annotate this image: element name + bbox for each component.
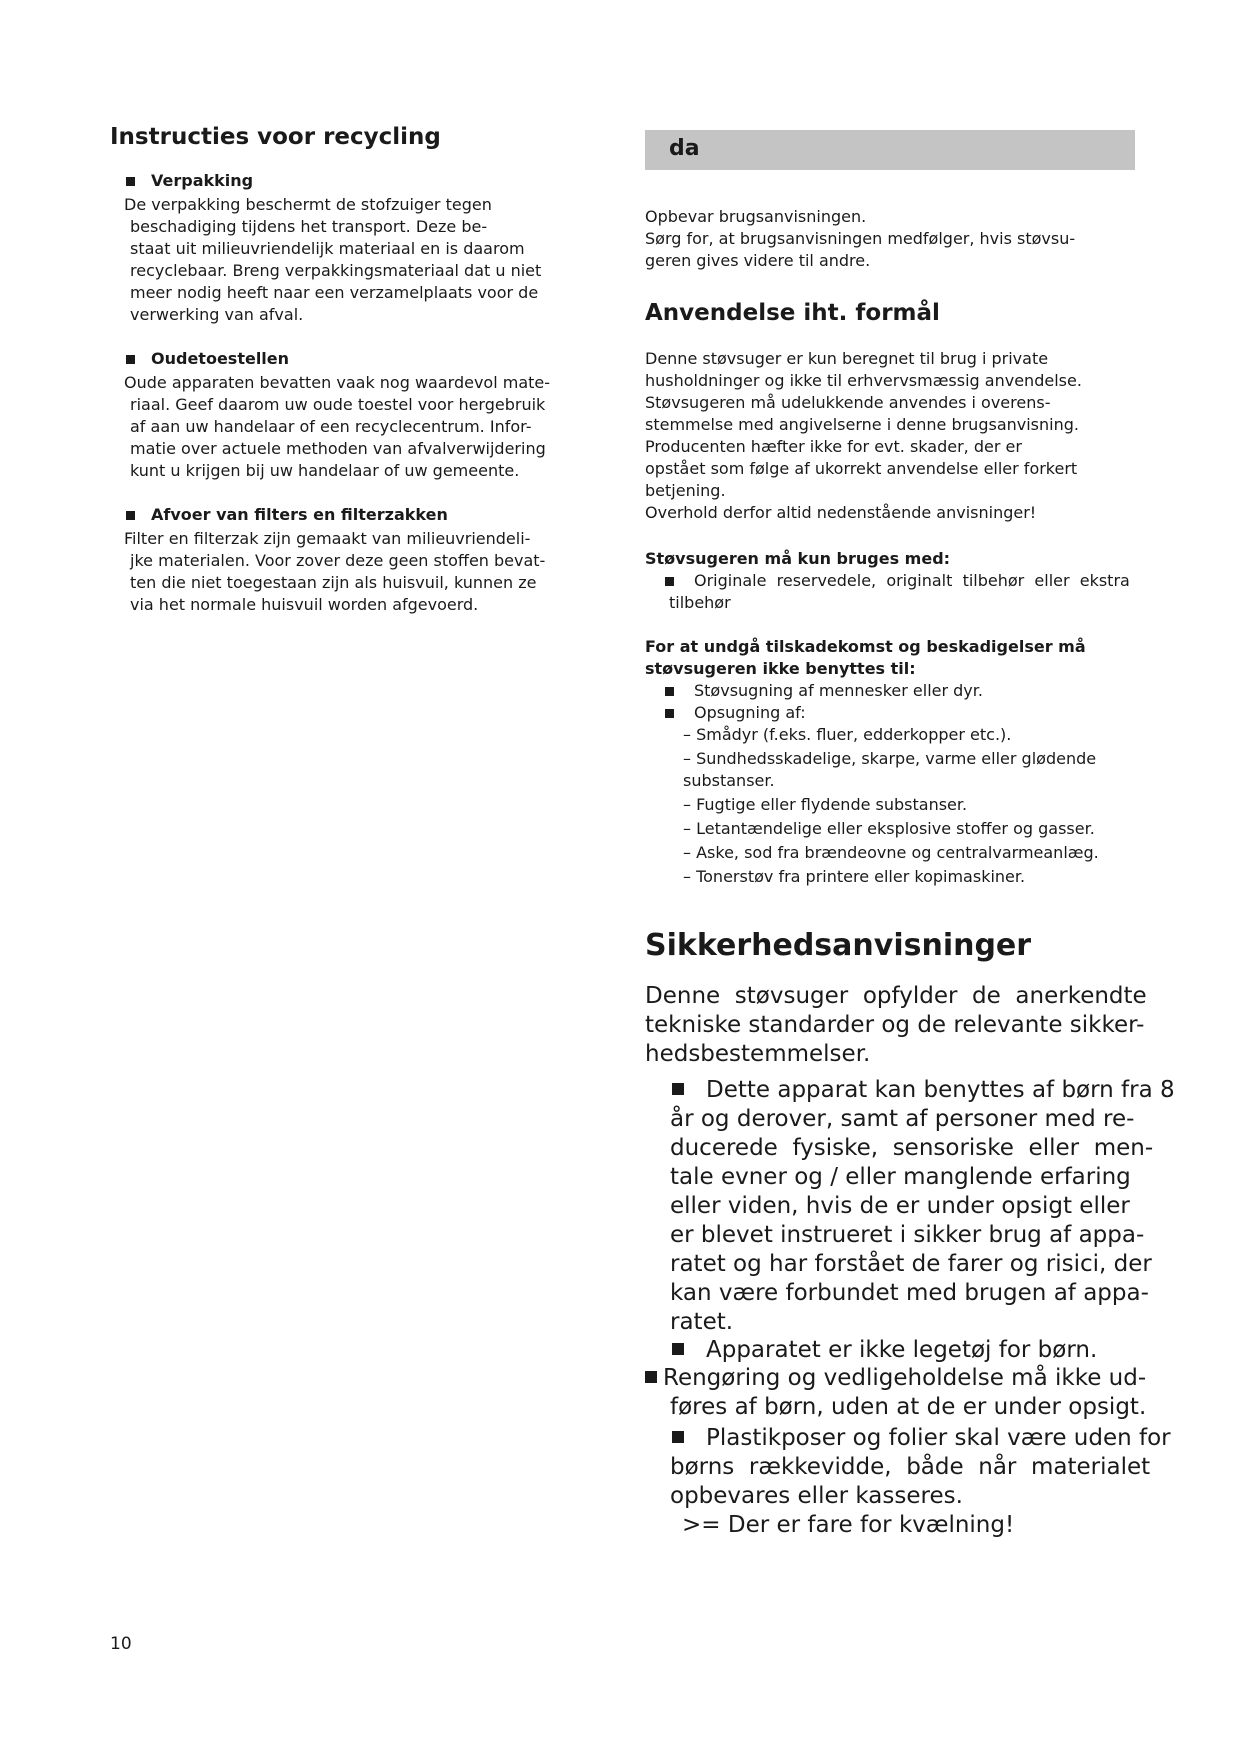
bullet-square-icon — [672, 1083, 684, 1095]
paragraph-line: betjening. — [645, 481, 726, 500]
list-item-line: ratet. — [670, 1309, 734, 1335]
dash-item: – Fugtige eller flydende substanser. — [683, 795, 968, 814]
list-item-line: ducerede fysiske, sensoriske eller men- — [670, 1135, 1154, 1161]
paragraph-line: Opbevar brugsanvisningen. — [645, 207, 867, 226]
intro-paragraph — [645, 206, 1075, 272]
language-tag: da — [669, 136, 700, 161]
dash-item: – Aske, sod fra brændeovne og centralvarmeanlæg. — [683, 843, 1099, 862]
paragraph-line: matie over actuele methoden van afvalverwijdering — [130, 439, 546, 458]
not-for-block — [645, 636, 1185, 888]
dash-item: – Smådyr (f.eks. fluer, edderkopper etc.). — [683, 725, 1012, 744]
safety-item-cleaning — [645, 1364, 1146, 1422]
not-for-heading: For at undgå tilskadekomst og beskadigelser må — [645, 637, 1086, 656]
paragraph-line: stemmelse med angivelserne i denne brugsanvisning. — [645, 415, 1079, 434]
paragraph-line: af aan uw handelaar of een recyclecentrum. Infor- — [130, 417, 532, 436]
paragraph-line: recyclebaar. Breng verpakkingsmateriaal dat u niet — [130, 261, 542, 280]
list-item-line: er blevet instrueret i sikker brug af appa- — [670, 1222, 1145, 1248]
section-heading: Oudetoestellen — [151, 349, 290, 368]
list-item: Støvsugning af mennesker eller dyr. — [694, 681, 983, 700]
list-item-line: år og derover, samt af personer med re- — [670, 1106, 1135, 1132]
paragraph-line: husholdninger og ikke til erhvervsmæssig anvendelse. — [645, 371, 1082, 390]
dash-item: substanser. — [683, 771, 775, 790]
warning-line: >= Der er fare for kvælning! — [682, 1512, 1015, 1538]
paragraph-line: hedsbestemmelser. — [645, 1041, 871, 1067]
paragraph-line: tekniske standarder og de relevante sikker- — [645, 1012, 1145, 1038]
dash-item: – Tonerstøv fra printere eller kopimaskiner. — [683, 867, 1026, 886]
bullet-square-icon — [126, 511, 135, 520]
use-paragraph — [645, 348, 1082, 524]
bullet-square-icon — [665, 709, 674, 718]
paragraph-line: beschadiging tijdens het transport. Deze be- — [130, 217, 488, 236]
not-for-heading: støvsugeren ikke benyttes til: — [645, 659, 916, 678]
section-oudetoestellen — [126, 348, 626, 482]
only-with-heading: Støvsugeren må kun bruges med: — [645, 549, 951, 568]
section-filters — [126, 504, 626, 616]
section-verpakking — [126, 170, 626, 326]
paragraph-line: De verpakking beschermt de stofzuiger tegen — [124, 195, 492, 214]
dash-item: – Letantændelige eller eksplosive stoffer og gasser. — [683, 819, 1095, 838]
list-item-line: kan være forbundet med brugen af appa- — [670, 1280, 1149, 1306]
paragraph-line: Oude apparaten bevatten vaak nog waardevol mate- — [124, 373, 551, 392]
list-item-line: børns rækkevidde, både når materialet — [670, 1454, 1151, 1480]
list-item-line: tale evner og / eller manglende erfaring — [670, 1164, 1131, 1190]
paragraph-line: opstået som følge af ukorrekt anvendelse eller forkert — [645, 459, 1078, 478]
paragraph-line: jke materialen. Voor zover deze geen stoffen bevat- — [130, 551, 546, 570]
list-item: Opsugning af: — [694, 703, 806, 722]
paragraph-line: Overhold derfor altid nedenstående anvisninger! — [645, 503, 1037, 522]
paragraph-line: geren gives videre til andre. — [645, 251, 871, 270]
dash-item: – Sundhedsskadelige, skarpe, varme eller glødende — [683, 749, 1097, 768]
paragraph-line: kunt u krijgen bij uw handelaar of uw gemeente. — [130, 461, 520, 480]
paragraph-line: verwerking van afval. — [130, 305, 304, 324]
list-item-line: føres af børn, uden at de er under opsigt. — [670, 1394, 1147, 1420]
recycling-title: Instructies voor recycling — [110, 124, 441, 150]
paragraph-line: Denne støvsuger er kun beregnet til brug i private — [645, 349, 1049, 368]
list-item: Apparatet er ikke legetøj for børn. — [706, 1337, 1098, 1363]
paragraph-line: staat uit milieuvriendelijk materiaal en is daarom — [130, 239, 525, 258]
list-item-continuation: tilbehør — [669, 593, 731, 612]
paragraph-line: ten die niet toegestaan zijn als huisvuil, kunnen ze — [130, 573, 537, 592]
list-item: Rengøring og vedligeholdelse må ikke ud- — [663, 1365, 1147, 1391]
bullet-square-icon — [672, 1343, 684, 1355]
page-number: 10 — [110, 1634, 132, 1654]
list-item-line: eller viden, hvis de er under opsigt eller — [670, 1193, 1130, 1219]
bullet-square-icon — [672, 1431, 684, 1443]
paragraph-line: Producenten hæfter ikke for evt. skader, der er — [645, 437, 1022, 456]
paragraph-line: Denne støvsuger opfylder de anerkendte — [645, 983, 1147, 1009]
section-heading: Afvoer van filters en filterzakken — [151, 505, 448, 524]
only-with-block — [645, 548, 1165, 614]
paragraph-line: Støvsugeren må udelukkende anvendes i overens- — [645, 393, 1051, 412]
paragraph-line: riaal. Geef daarom uw oude toestel voor hergebruik — [130, 395, 546, 414]
bullet-square-icon — [665, 577, 674, 586]
safety-title: Sikkerhedsanvisninger — [645, 928, 1032, 963]
language-bar — [645, 130, 1135, 170]
paragraph-line: Filter en filterzak zijn gemaakt van milieuvriendeli- — [124, 529, 531, 548]
list-item: Dette apparat kan benyttes af børn fra 8 — [706, 1077, 1175, 1103]
safety-item-children — [670, 1076, 1175, 1337]
use-title: Anvendelse iht. formål — [645, 300, 940, 326]
bullet-square-icon — [126, 177, 135, 186]
list-item-line: opbevares eller kasseres. — [670, 1483, 963, 1509]
safety-item-plastic — [670, 1424, 1171, 1540]
safety-item-toy — [670, 1336, 1097, 1365]
list-item: Plastikposer og folier skal være uden for — [706, 1425, 1171, 1451]
paragraph-line: via het normale huisvuil worden afgevoerd. — [130, 595, 479, 614]
bullet-square-icon — [645, 1371, 657, 1383]
list-item: Originale reservedele, originalt tilbehør eller ekstra — [694, 571, 1130, 590]
section-heading: Verpakking — [151, 171, 254, 190]
paragraph-line: meer nodig heeft naar een verzamelplaats voor de — [130, 283, 539, 302]
paragraph-line: Sørg for, at brugsanvisningen medfølger, hvis støvsu- — [645, 229, 1076, 248]
bullet-square-icon — [126, 355, 135, 364]
list-item-line: ratet og har forstået de farer og risici, der — [670, 1251, 1152, 1277]
bullet-square-icon — [665, 687, 674, 696]
safety-intro — [645, 982, 1147, 1069]
